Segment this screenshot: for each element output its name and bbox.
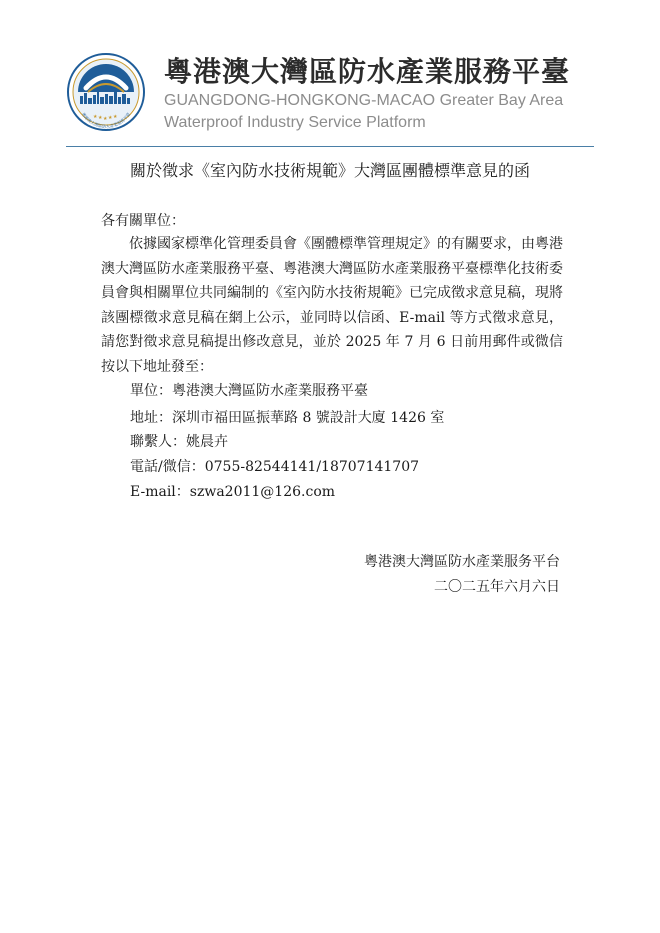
logo-ring-text: 粵港澳大灣區防水產業服務平臺 <box>80 111 132 130</box>
letter-body: 依據國家標準化管理委員會《團體標準管理規定》的有關要求，由粵港澳大灣區防水產業服務平臺、粵港澳大灣區防水產業服務平臺標準化技術委員會與相關單位共同編制的《室內防水技術規範》已完成徵求意見稿，現將該團標徵求意見稿在網上公示，並同時以信函、E-mail 等方式徵求意見，請您對徵求意見稿提出修改意見，並於 2025 年 7 月 6 日前用郵件或微信按以下地址發至： <box>101 236 563 375</box>
document-title: 關於徵求《室內防水技術規範》大灣區團體標準意見的函 <box>129 161 530 180</box>
letterhead <box>0 0 660 150</box>
org-name-en-line2: Waterproof Industry Service Platform <box>164 114 426 131</box>
contact-unit: 單位：粵港澳大灣區防水產業服務平臺 <box>130 383 368 399</box>
contact-email[interactable]: E-mail：szwa2011@126.com <box>130 484 336 500</box>
svg-text:★: ★ <box>113 114 118 120</box>
org-name-en-line1: GUANGDONG-HONGKONG-MACAO Greater Bay Area <box>164 92 564 109</box>
signature-org: 粵港澳大灣區防水產業服务平台 <box>364 554 560 570</box>
org-name-en <box>164 90 563 134</box>
platform-logo-icon <box>66 52 146 132</box>
org-name-cn: 粵港澳大灣區防水產業服務平臺 <box>164 55 571 88</box>
svg-text:★: ★ <box>103 116 108 122</box>
contact-person: 聯繫人：姚晨卉 <box>130 434 228 450</box>
svg-text:★: ★ <box>98 115 103 121</box>
svg-text:★: ★ <box>93 114 98 120</box>
contact-phone: 電話/微信：0755-82544141/18707141707 <box>130 459 420 475</box>
salutation: 各有關單位： <box>101 213 185 229</box>
svg-text:★: ★ <box>108 115 113 121</box>
contact-address: 地址：深圳市福田區振華路 8 號設計大廈 1426 室 <box>130 410 445 426</box>
header-divider <box>66 146 594 147</box>
signature-date: 二〇二五年六月六日 <box>434 579 560 595</box>
